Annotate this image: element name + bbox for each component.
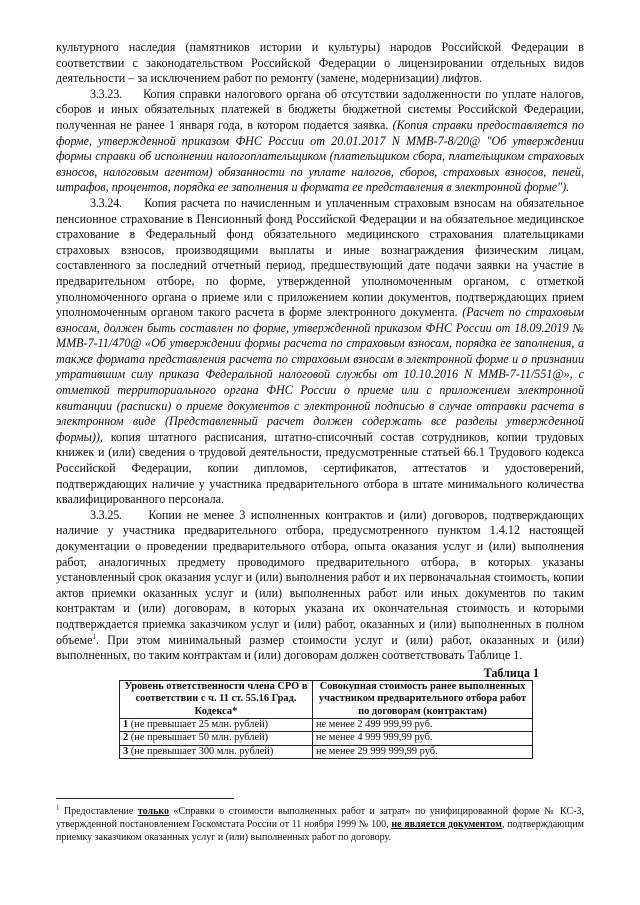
clause-number: 3.3.25. (90, 507, 122, 522)
clause-text-cont: . При этом минимальный размер стоимости услуг и (или) работ, оказанных и (или) выполненных, по таким контрактам и (или) договорам должен соответствовать Таблице 1. (56, 632, 584, 663)
footnote-text: Предоставление (59, 806, 138, 817)
clause-number: 3.3.23. (90, 86, 122, 101)
level-limit: (не превышает 300 млн. рублей) (128, 745, 274, 757)
cost-cell: не менее 2 499 999,99 руб. (313, 718, 533, 731)
table-header-row (120, 680, 533, 718)
clause-note: (Копия справки предоставляется по форме, утвержденной приказом ФНС России от 20.01.2017 N ММВ-7-8/20@ "Об утверждении формы справки об исполнении налогоплательщиком (плательщиком сбора, плательщиком страховых взносов, налоговым агентом) обязанности по уплате налогов, сборов, страховых взносов, пеней, штрафов, процентов, порядка ее заполнения и формата ее представления в электронной форме"). (56, 117, 584, 195)
header-level: Уровень ответственности члена СРО в соответствии с ч. 11 ст. 55.16 Град. Кодекса* (120, 680, 313, 718)
footnote-emphasis: не является документом (391, 819, 502, 830)
table-row (120, 718, 533, 731)
clause-text-cont: , копия штатного расписания, штатно-списочный состав сотрудников, копии трудовых книжек и (или) сведения о трудовой деятельности, предусмотренные статьей 66.1 Трудового кодекса Российской Федерации, копии дипломов, сертификатов, аттестатов и удостоверений, подтверждающих наличие у участника предварительного отбора в штате минимального количества квалифицированного персонала. (56, 429, 584, 507)
header-cost: Совокупная стоимость ранее выполненных участником предварительного отбора работ по договорам (контрактам) (313, 680, 533, 718)
footnote-ref[interactable]: 1 (92, 632, 97, 641)
clause-3-3-23 (56, 87, 584, 196)
table-caption: Таблица 1 (483, 665, 539, 680)
clause-text: Копии не менее 3 исполненных контрактов и (или) договоров, подтверждающих наличие у участника предварительного отбора, предусмотренного пунктом 1.4.12 настоящей документации о проведении предварительного отбора, опыта оказания услуг и (или) выполнения работ, аналогичных предмету проводимого предварительного отбора, в которых указаны установленный срок оказания услуг и (или) выполнения работ и их первоначальная стоимость, копии актов приемки оказанных услуг и (или) выполненных работ или иных документов по таким контрактам и (или) договорам, в которых указана их окончательная стоимость и которыми подтверждается приемка заказчиком услуг и (или) работ, оказанных и (или) выполненных в полном объеме (56, 507, 584, 647)
footnote-emphasis: только (137, 806, 169, 817)
clause-text: Копия справки налогового органа об отсутствии задолженности по уплате налогов, сборов и иных обязательных платежей в бюджеты бюджетной системы Российской Федерации, полученная не ранее 1 января года, в котором подается заявка. (56, 86, 584, 132)
cost-cell: не менее 4 999 999,99 руб. (313, 732, 533, 745)
document-page (56, 40, 584, 759)
table-row (120, 732, 533, 745)
clause-3-3-24 (56, 196, 584, 508)
level-limit: (не превышает 50 млн. рублей) (128, 732, 269, 744)
level-number: 1 (123, 718, 129, 730)
level-number: 2 (123, 732, 129, 744)
level-cell (120, 718, 313, 731)
footnote-text: «Справки о стоимости выполненных работ и затрат» по унифицированной форме № КС-3, утвержденной постановлением Госкомстата России от 11 ноября 1999 № 100, (56, 806, 584, 830)
level-limit: (не превышает 25 млн. рублей) (128, 718, 269, 730)
level-cell (120, 732, 313, 745)
intro-paragraph: культурного наследия (памятников истории и культуры) народов Российской Федерации в соответствии с законодательством Российской Федерации о лицензировании отдельных видов деятельности – за исключением работ по ремонту (замене, модернизации) лифтов. (56, 40, 584, 86)
requirements-table (119, 680, 533, 759)
clause-text: Копия расчета по начисленным и уплаченным страховым взносам на обязательное пенсионное страхование в Пенсионный фонд Российской Федерации и на обязательное медицинское страхование в Федеральный фонд обязательного медицинского страхования плательщиками страховых взносов, производящими выплаты и иные вознаграждения физическим лицам, составленного за последний отчетный период, предшествующий дате подачи заявки на участие в предварительном отборе, по форме, утвержденной уполномоченным органом, с отметкой уполномоченного органа о приеме или с приложением копии документов, подтверждающих прием уполномоченным органом такого расчета в форме электронного документа. (56, 195, 584, 320)
level-cell (120, 745, 313, 758)
level-number: 3 (123, 745, 129, 757)
clause-note: (Расчет по страховым взносам, должен быть составлен по форме, утвержденной приказом ФНС России от 18.09.2019 № ММВ-7-11/470@ «Об утверждении формы расчета по страховым взносам, порядка ее заполнения, а также формата представления расчета по страховым взносам в электронной форме и о признании утратившим силу приказа Федеральной налоговой службы от 10.10.2016 N ММВ-7-11/551@», с отметкой территориального органа ФНС России о приеме или с приложением электронной квитанции (расписки) о приеме документов с электронной подписью в случае отправки расчета в электронном виде (Представленный расчет должен содержать все разделы утвержденной формы)) (56, 305, 584, 444)
clause-number: 3.3.24. (90, 195, 122, 210)
table-row (120, 745, 533, 758)
footnote-text: , подтверждающим приемку заказчиком оказанных услуг и (или) выполненных работ по договору. (56, 819, 584, 843)
footnote-mark: 1 (56, 803, 60, 812)
clause-3-3-25 (56, 508, 584, 664)
cost-cell: не менее 29 999 999,99 руб. (313, 745, 533, 758)
footnote-divider (56, 798, 234, 799)
footnote (56, 805, 584, 844)
